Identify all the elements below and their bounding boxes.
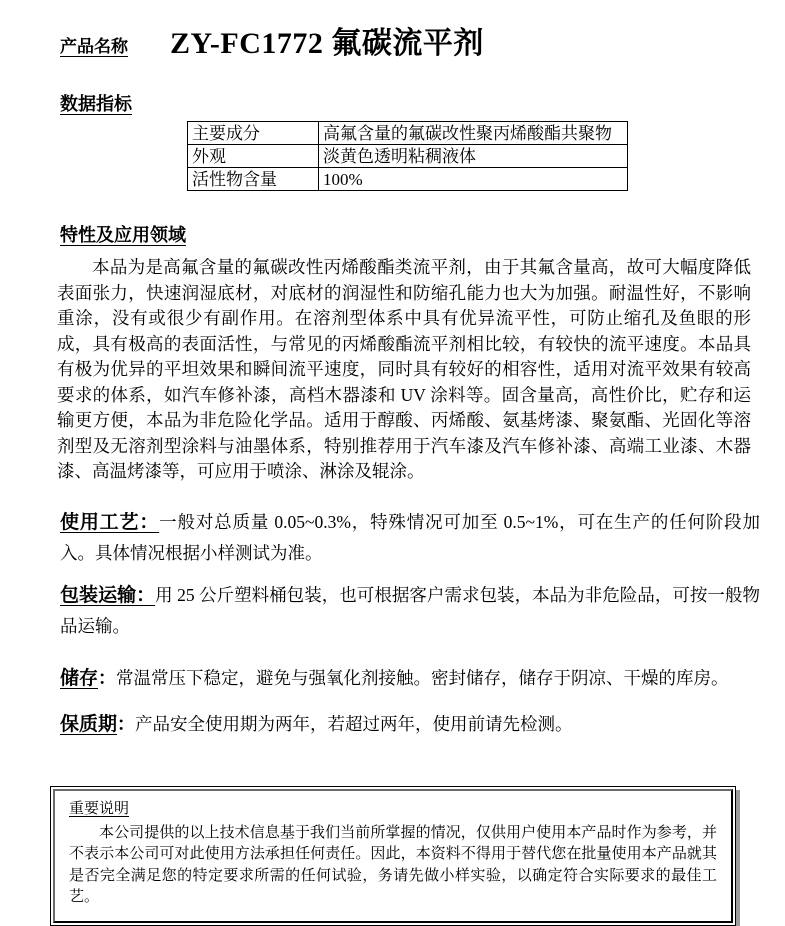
- section-storage: [60, 663, 749, 694]
- spec-table: [187, 121, 628, 191]
- table-row: [188, 122, 628, 145]
- notice-title: 重要说明: [69, 800, 130, 817]
- header: [60, 18, 749, 62]
- shelf-life-heading: 保质期: [60, 713, 118, 735]
- spec-key-main-ingredient: 主要成分: [188, 122, 319, 145]
- table-row: [188, 168, 628, 191]
- section-usage: [60, 507, 760, 569]
- important-notice-inner: [53, 789, 733, 923]
- page-title: ZY-FC1772 氟碳流平剂: [170, 27, 484, 60]
- spec-value-appearance: 淡黄色透明粘稠液体: [319, 145, 628, 168]
- section-shelf-life: [60, 709, 749, 740]
- storage-text: 常温常压下稳定，避免与强氧化剂接触。密封储存，储存于阴凉、干燥的库房。: [116, 667, 729, 688]
- product-name-label: 产品名称: [60, 36, 128, 56]
- spec-value-main-ingredient: 高氟含量的氟碳改性聚丙烯酸酯共聚物: [319, 122, 628, 145]
- usage-text: 一般对总质量 0.05~0.3%，特殊情况可加至 0.5~1%，可在生产的任何阶段加入。具体情况根据小样测试为准。: [60, 511, 760, 563]
- section-heading-data-index: 数据指标: [60, 94, 132, 114]
- spec-key-active-content: 活性物含量: [188, 168, 319, 191]
- shelf-life-colon: ：: [117, 713, 136, 734]
- features-paragraph: 本品为是高氟含量的氟碳改性丙烯酸酯类流平剂，由于其氟含量高，故可大幅度降低表面张力，快速润湿底材，对底材的润湿性和防缩孔能力也大为加强。耐温性好，不影响重涂，没有或很少有副作用。在溶剂型体系中具有优异流平性，可防止缩孔及鱼眼的形成，具有极高的表面活性，与常见的丙烯酸酯流平剂相比较，有较快的流平速度。本品具有极为优异的平坦效果和瞬间流平速度，同时具有较好的相容性，适用对流平效果有较高要求的体系，如汽车修补漆，高档木器漆和 UV 涂料等。固含量高，高性价比，贮存和运输更方便，本品为非危险化学品。适用于醇酸、丙烯酸、氨基烤漆、聚氨酯、光固化等溶剂型及无溶剂型涂料与油墨体系，特别推荐用于汽车漆及汽车修补漆、高端工业漆、木器漆、高温烤漆等，可应用于喷涂、淋涂及辊涂。: [57, 257, 751, 481]
- usage-heading: 使用工艺：: [60, 511, 160, 533]
- important-notice-box: [50, 786, 736, 926]
- section-packaging: [60, 580, 760, 642]
- shelf-life-text: 产品安全使用期为两年，若超过两年，使用前请先检测。: [135, 713, 573, 734]
- packaging-heading: 包装运输：: [60, 584, 156, 606]
- packaging-text: 用 25 公斤塑料桶包装，也可根据客户需求包装，本品为非危险品，可按一般物品运输。: [60, 584, 760, 636]
- storage-heading: 储存: [60, 667, 99, 689]
- spec-key-appearance: 外观: [188, 145, 319, 168]
- storage-colon: ：: [98, 667, 117, 688]
- notice-body: 本公司提供的以上技术信息基于我们当前所掌握的情况，仅供用户使用本产品时作为参考，并不表示本公司可对此使用方法承担任何责任。因此，本资料不得用于替代您在批量使用本产品就其是否完全满足您的特定要求所需的任何试验，务请先做小样实验，以确定符合实际要求的最佳工艺。: [69, 824, 717, 905]
- section-heading-features: 特性及应用领域: [60, 225, 186, 245]
- spec-value-active-content: 100%: [319, 168, 628, 191]
- table-row: [188, 145, 628, 168]
